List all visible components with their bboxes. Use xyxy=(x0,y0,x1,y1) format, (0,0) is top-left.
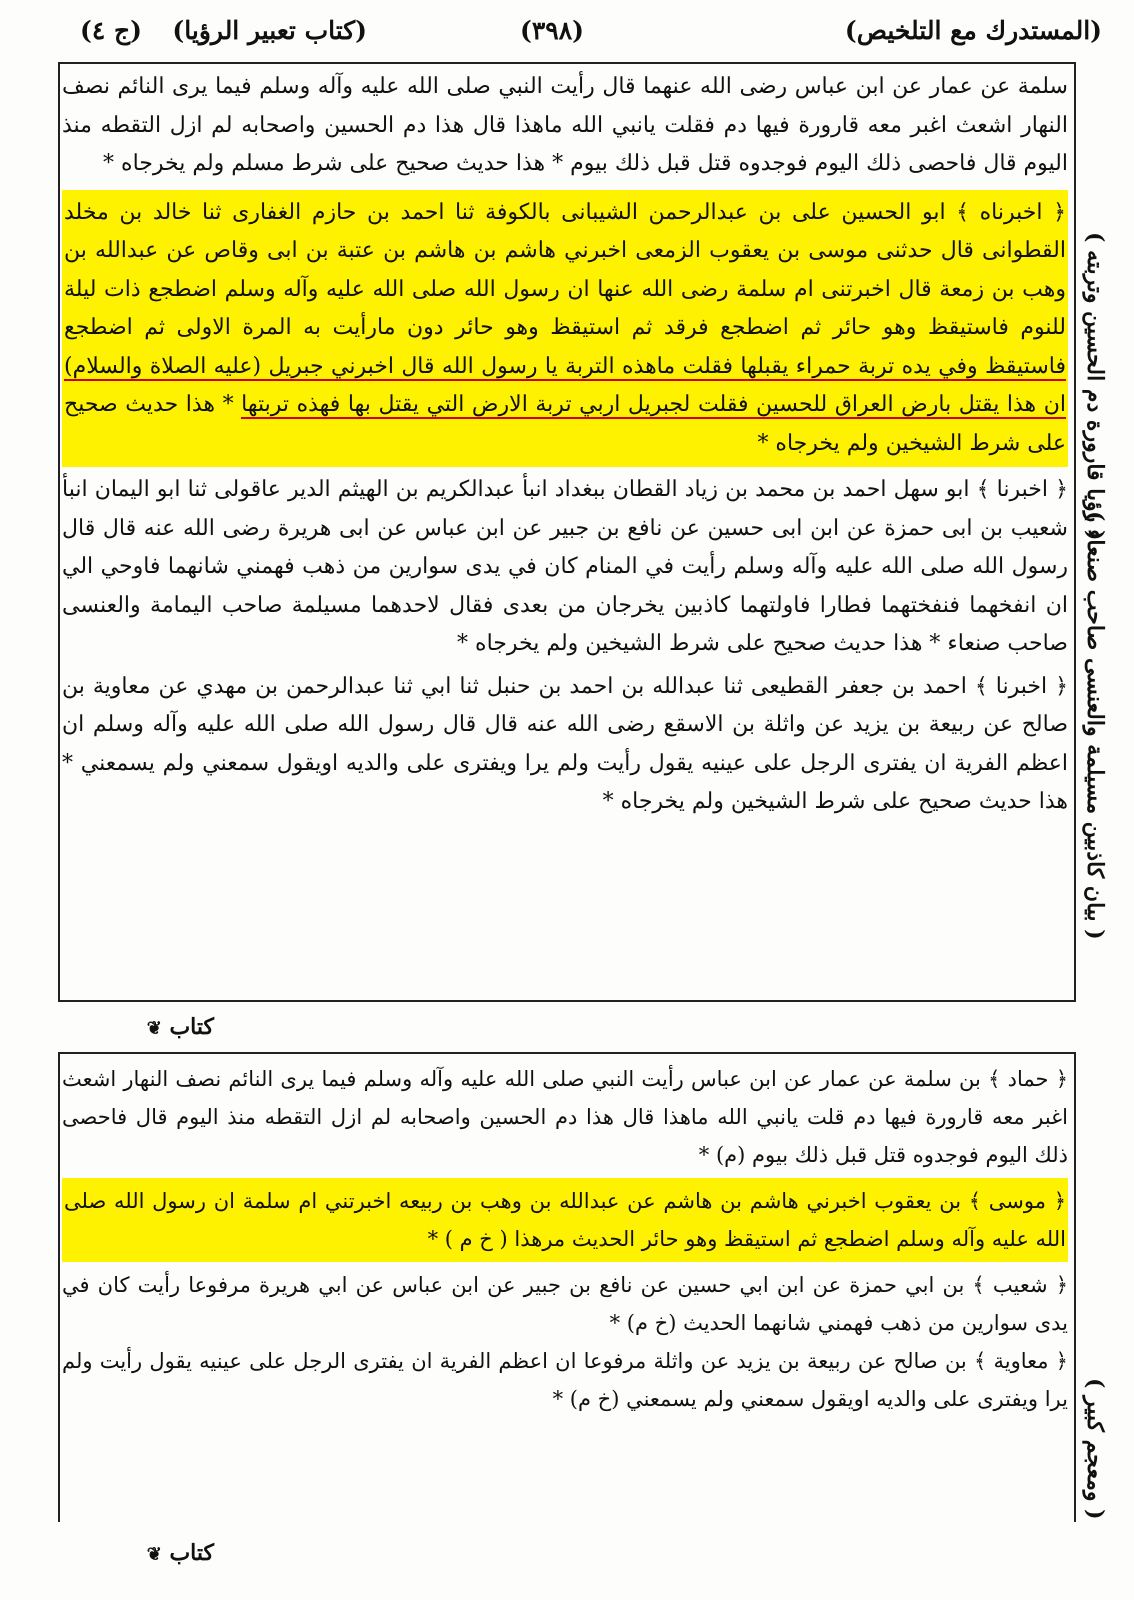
paragraph-4: ﴿ اخبرنا ﴾ احمد بن جعفر القطيعى ثنا عبدالله بن احمد بن حنبل ثنا ابي ثنا عبدالرحمن بن مهدي عن معاوية بن صالح عن ربيعة بن يزيد عن واثلة بن الاسقع رضى الله عنه قال قال رسول الله صلى الله عليه وآله وسلم ان اعظم الفرية ان يفترى الرجل على عينيه يقول رأيت ولم يرا ويفترى على والديه اويقول سمعني ولم يسمعني * هذا حديث صحيح على شرط الشيخين ولم يخرجاه * xyxy=(62,673,1068,814)
talkhis-right-line xyxy=(1074,1052,1076,1522)
kitab-label: كتاب xyxy=(169,1014,214,1040)
paragraph-2-highlighted xyxy=(62,190,1068,468)
kitab-label: كتاب xyxy=(169,1540,214,1566)
ornament-icon: ❦ xyxy=(146,1018,162,1039)
kitab-divider-2 xyxy=(147,1540,214,1566)
paragraph-1: سلمة عن عمار عن ابن عباس رضى الله عنهما قال رأيت النبي صلى الله عليه وآله وسلم فيما يرى النائم نصف النهار اشعث اغبر معه قارورة فيها دم فقلت يانبي الله ماهذا قال هذا دم الحسين واصحابه لم ازل التقطه منذ اليوم قال فاحصى ذلك اليوم فوجدوه قتل قبل ذلك بيوم * هذا حديث صحيح على شرط مسلم ولم يخرجاه * xyxy=(62,74,1068,176)
paragraph-3: ﴿ اخبرنا ﴾ ابو سهل احمد بن محمد بن زياد القطان ببغداد انبأ عبدالكريم بن الهيثم الدير عاقولى ثنا ابو اليمان انبأ شعيب بن ابى حمزة عن ابن ابى حسين عن نافع بن جبير عن ابن عباس عن ابى هريرة رضى الله عنه قال قال رسول الله صلى الله عليه وآله وسلم رأيت في المنام كان في يدى سوارين من ذهب فهمني شانهما فاوحي الي ان انفخهما فنفختهما فطارا فاولتهما كاذبين يخرجان من بعدى فقال لاحدهما مسيلمة صاحب اليمامة والعنسى صاحب صنعاء * هذا حديث صحيح على شرط الشيخين ولم يخرجاه * xyxy=(62,477,1068,656)
page-number: (٣٩٨) xyxy=(520,16,584,45)
side-note-1: ( رؤيا قارورة دم الحسين وتربته ) xyxy=(1082,231,1108,540)
top-rule xyxy=(58,62,1076,64)
talkhis-top-rule xyxy=(58,1052,1076,1054)
talkhis-entry-4: ﴿ معاوية ﴾ بن صالح عن ربيعة بن يزيد عن واثلة مرفوعا ان اعظم الفرية ان يفترى الرجل على عينيه يقول رأيت ولم يرا ويفترى على والديه اويقول سمعني ولم يسمعني (خ م) * xyxy=(62,1349,1068,1411)
ornament-icon: ❦ xyxy=(146,1544,162,1565)
section-rule xyxy=(58,1000,1076,1002)
main-text xyxy=(62,68,1068,822)
book-title: (المستدرك مع التلخيص) xyxy=(844,16,1102,45)
talkhis-entry-2-highlighted: ﴿ موسى ﴾ بن يعقوب اخبرني هاشم بن هاشم عن عبدالله بن وهب بن ربيعه اخبرتني ام سلمة ان رسول الله صلى الله عليه وآله وسلم اضطجع ثم استيقظ وهو حائر الحديث مرهذا ( خ م ) * xyxy=(62,1178,1068,1262)
talkhis-text xyxy=(62,1060,1068,1418)
right-frame-line xyxy=(1074,62,1076,1002)
chapter-title: (كتاب تعبير الرؤيا) xyxy=(172,16,367,45)
talkhis-entry-3: ﴿ شعيب ﴾ بن ابي حمزة عن ابن ابي حسين عن نافع بن جبير عن ابن عباس عن ابي هريرة مرفوعا رأيت كان في يدى سوارين من ذهب فهمني شانهما الحديث (خ م) * xyxy=(62,1273,1068,1335)
side-note-2: ( بيان كاذبين مسيلمة والعنسى صاحب صنعاء ) xyxy=(1082,511,1108,940)
volume-number: (ج ٤) xyxy=(80,16,142,45)
kitab-divider-1 xyxy=(147,1014,214,1040)
paragraph-2-text: ﴿ اخبرناه ﴾ ابو الحسين على بن عبدالرحمن الشيبانى بالكوفة ثنا احمد بن حازم الغفارى ثنا خالد بن مخلد القطوانى قال حدثنى موسى بن يعقوب الزمعى اخبرني هاشم بن هاشم بن عتبة بن ابى وقاص عن عبدالله بن وهب بن زمعة قال اخبرتنى ام سلمة رضى الله عنها ان رسول الله صلى الله عليه وآله وسلم اضطجع ذات ليلة للنوم فاستيقظ وهو حائر ثم اضطجع فرقد ثم استيقظ وهو حائر دون مارأيت به المرة الاولى ثم اضطجع xyxy=(64,199,1066,340)
page-header xyxy=(22,10,1112,58)
left-frame-line xyxy=(58,62,60,1002)
side-note-3: ( ومعجم كبير ) xyxy=(1082,1378,1108,1520)
talkhis-entry-1: ﴿ حماد ﴾ بن سلمة عن عمار عن ابن عباس رأيت النبي صلى الله عليه وآله وسلم فيما يرى النائم نصف النهار اشعث اغبر معه قارورة فيها دم قلت يانبي الله ماهذا قال هذا دم الحسين واصحابه لم ازل التقطه منذ اليوم قال فاحصى ذلك اليوم فوجدوه قتل قبل ذلك بيوم (م) * xyxy=(62,1067,1069,1167)
talkhis-left-line xyxy=(58,1052,60,1522)
underlined-passage: فاستيقظ وفي يده تربة حمراء يقبلها فقلت ماهذه التربة يا رسول الله قال اخبرني جبريل (عليه الصلاة والسلام) ان هذا يقتل بارض العراق للحسين فقلت لجبريل اربي تربة الارض التي يقتل بها فهذه تربتها xyxy=(64,353,1066,417)
paragraph-2-verdict: * هذا حديث صحيح على شرط الشيخين ولم يخرجاه * xyxy=(64,392,1066,456)
